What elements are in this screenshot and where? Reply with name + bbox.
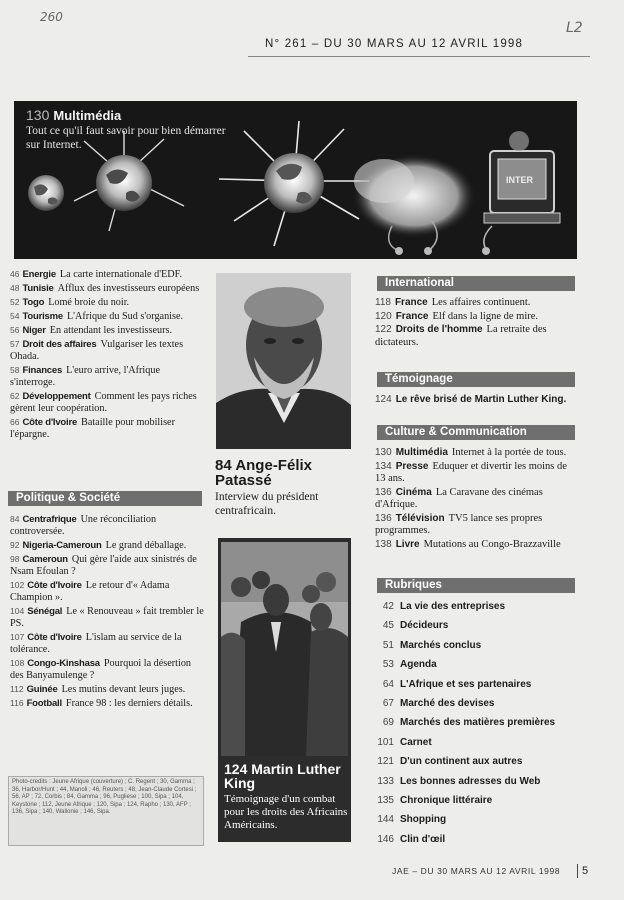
list-item[interactable] — [375, 461, 575, 486]
entry-page: 112 — [10, 684, 24, 694]
issue-line: N° 261 – DU 30 MARS AU 12 AVRIL 1998 — [265, 38, 524, 50]
entry-keyword: France — [395, 310, 429, 322]
list-item[interactable] — [10, 364, 206, 389]
entry-text: L'islam au service de la tolérance. — [10, 632, 182, 655]
list-item[interactable] — [375, 394, 575, 407]
entry-keyword: Presse — [395, 460, 429, 472]
entry-keyword: Clin d'œil — [400, 833, 446, 845]
list-item[interactable] — [372, 659, 577, 678]
entry-keyword: Droits de l'homme — [395, 324, 483, 335]
entry-keyword: Le rêve brisé de Martin Luther King. — [395, 394, 567, 405]
section-header-international: International — [377, 276, 575, 291]
entry-text: Internet à la portée de tous. — [451, 447, 567, 458]
entry-page: 122 — [375, 324, 392, 335]
handwritten-note-right: L2 — [566, 20, 583, 36]
list-item[interactable] — [375, 487, 575, 512]
banner-title-text: Multimédia — [53, 108, 122, 123]
entry-page: 46 — [10, 269, 20, 279]
entry-keyword: Multimédia — [395, 447, 448, 458]
mlk-page: 124 — [224, 761, 248, 777]
entry-keyword: Côte d'Ivoire — [27, 632, 82, 643]
entry-keyword: Congo-Kinshasa — [27, 658, 100, 669]
banner-page-number: 130 — [26, 107, 50, 123]
list-item[interactable] — [375, 513, 575, 538]
list-item[interactable] — [10, 296, 206, 309]
entry-keyword: Marché des devises — [400, 697, 495, 709]
entry-keyword: Livre — [395, 538, 420, 550]
entry-text: Lomé broie du noir. — [48, 297, 130, 308]
entry-keyword: France — [394, 297, 428, 308]
section-header-temoignage: Témoignage — [377, 372, 575, 387]
mlk-name: Martin Luther King — [224, 761, 341, 791]
handwritten-note-left: 260 — [40, 10, 63, 24]
entry-page: 118 — [375, 297, 391, 308]
entry-page: 69 — [382, 717, 394, 729]
list-item[interactable] — [372, 834, 577, 853]
entry-text: Le « Renouveau » fait trembler le PS. — [10, 606, 204, 629]
section-header-rubriques: Rubriques — [377, 578, 575, 593]
list-item[interactable] — [375, 447, 575, 460]
list-item[interactable] — [375, 539, 575, 552]
entry-text: Bataille pour mobiliser l'épargne. — [10, 417, 175, 440]
entry-keyword: Energie — [22, 269, 56, 280]
entry-text: La Caravane des cinémas d'Afrique. — [375, 486, 543, 510]
entry-page: 92 — [10, 540, 20, 550]
page-footer: JAE – DU 30 MARS AU 12 AVRIL 1998 — [392, 866, 561, 876]
entry-page: 101 — [377, 736, 394, 748]
entry-keyword: Togo — [22, 297, 45, 308]
list-item[interactable] — [10, 338, 206, 363]
list-item[interactable] — [375, 311, 575, 324]
entry-page: 107 — [10, 632, 25, 642]
entry-text: L'euro arrive, l'Afrique s'interroge. — [10, 365, 160, 388]
temoignage-entries — [375, 394, 575, 407]
entry-text: Les affaires continuent. — [431, 297, 531, 308]
entry-page: 67 — [382, 697, 394, 709]
entry-keyword: Droit des affaires — [22, 339, 97, 350]
entry-page: 64 — [382, 678, 394, 690]
entry-page: 51 — [382, 639, 394, 651]
photo-credits: Photo-credits : Jeune Afrique (couverture) ; C. Regent ; 30, Gamma ; 36, Harbor/Hunt ; 44, Manoli ; 46, Reuters ; 48, Jean-Claude Cortesi ; 56, AP ; 72, Corbis ; 84, Gamma ; 96, Pugliese ; 100, Sipa ; 104, Keystone ; 112, Jeune Afrique ; 120, Sipa ; 124, Rapho ; 130, AFP ; 136, Sipa ; 140, Wallonie ; 146, Sipa. — [8, 776, 204, 846]
list-item[interactable] — [10, 553, 206, 578]
section-header-politique: Politique & Société — [8, 491, 202, 506]
list-item[interactable] — [375, 324, 575, 349]
entry-page: 48 — [10, 283, 20, 293]
entry-keyword: Carnet — [400, 736, 432, 748]
entry-keyword: Sénégal — [27, 606, 63, 617]
entry-page: 52 — [10, 297, 20, 307]
entry-page: 98 — [10, 554, 20, 564]
patasse-text: Interview du président centrafricain. — [215, 491, 319, 517]
entry-page: 62 — [10, 391, 20, 401]
mlk-headline — [224, 762, 349, 790]
list-item[interactable] — [10, 310, 206, 323]
entry-page: 84 — [10, 514, 20, 524]
issue-rule — [248, 56, 590, 57]
entry-text: TV5 lance ses propres programmes. — [375, 512, 543, 536]
mlk-caption — [224, 762, 349, 832]
entry-keyword: L'Afrique et ses partenaires — [400, 678, 532, 690]
entry-keyword: Les bonnes adresses du Web — [400, 775, 541, 787]
entry-keyword: Cinéma — [395, 486, 432, 498]
entry-keyword: Shopping — [400, 814, 447, 826]
mlk-block[interactable] — [218, 538, 351, 842]
multimedia-banner[interactable] — [14, 101, 577, 259]
list-item[interactable] — [10, 539, 206, 552]
list-item[interactable] — [10, 416, 206, 441]
list-item[interactable] — [372, 640, 577, 659]
list-item[interactable] — [372, 620, 577, 639]
entry-page: 58 — [10, 365, 20, 375]
entry-page: 124 — [375, 394, 392, 405]
entry-page: 104 — [10, 606, 25, 616]
entry-keyword: Centrafrique — [22, 514, 77, 525]
list-item[interactable] — [372, 776, 577, 795]
entry-keyword: Nigeria-Cameroun — [22, 540, 102, 551]
entry-keyword: Chronique littéraire — [400, 794, 493, 806]
entry-text: Pourquoi la désertion des Banyamulenge ? — [10, 658, 192, 681]
entry-page: 138 — [375, 538, 392, 550]
entry-keyword: Développement — [22, 391, 91, 402]
list-item[interactable] — [375, 297, 575, 310]
page-number: 5 — [577, 864, 588, 878]
entry-text: Afflux des investisseurs européens — [57, 283, 200, 294]
list-item[interactable] — [372, 679, 577, 698]
entry-text: Qui gère l'aide aux sinistrés de Nsam Efoulan ? — [10, 554, 197, 577]
left-entries-list — [10, 268, 206, 442]
entry-keyword: Côte d'Ivoire — [22, 417, 78, 428]
list-item[interactable] — [372, 814, 577, 833]
entry-page: 102 — [10, 580, 25, 590]
entry-page: 136 — [375, 486, 392, 498]
entry-page: 56 — [10, 325, 20, 335]
patasse-name: Ange-Félix Patassé — [215, 457, 312, 489]
entry-text: La retraite des dictateurs. — [375, 324, 547, 348]
entry-page: 108 — [10, 658, 25, 668]
entry-keyword: Télévision — [395, 512, 445, 524]
patasse-headline — [215, 458, 355, 488]
entry-page: 121 — [377, 756, 394, 768]
patasse-caption[interactable] — [215, 458, 355, 518]
entry-page: 134 — [375, 460, 392, 472]
list-item[interactable] — [10, 390, 206, 415]
entry-keyword: La vie des entreprises — [400, 601, 506, 612]
entry-page: 120 — [375, 310, 392, 322]
entry-keyword: Marchés des matières premières — [400, 717, 556, 729]
entry-text: Elf dans la ligne de mire. — [432, 310, 539, 322]
list-item[interactable] — [10, 657, 206, 682]
entry-keyword: Football — [26, 698, 62, 709]
entry-text: Eduquer et divertir les moins de 13 ans. — [375, 460, 567, 484]
entry-text: Comment les pays riches gèrent leur coopération. — [10, 391, 197, 414]
list-item[interactable] — [372, 717, 577, 736]
list-item[interactable] — [372, 795, 577, 814]
entry-text: Les mutins devant leurs juges. — [61, 684, 186, 695]
entry-keyword: Niger — [22, 325, 46, 336]
international-entries — [375, 297, 575, 350]
entry-text: La carte internationale d'EDF. — [59, 269, 183, 280]
list-item[interactable] — [372, 756, 577, 775]
entry-page: 144 — [377, 814, 394, 826]
svg-text:INTER: INTER — [506, 175, 533, 185]
entry-keyword: Tourisme — [22, 311, 63, 322]
list-item[interactable] — [372, 601, 577, 620]
patasse-page: 84 — [215, 457, 232, 474]
list-item[interactable] — [10, 605, 206, 630]
list-item[interactable] — [10, 513, 206, 538]
entry-text: Le retour d'« Adama Champion ». — [10, 580, 170, 603]
entry-keyword: Cameroun — [22, 554, 68, 565]
entry-page: 53 — [382, 659, 394, 671]
entry-text: Une réconciliation controversée. — [10, 514, 157, 537]
entry-page: 130 — [375, 447, 392, 458]
banner-subtitle: Tout ce qu'il faut savoir pour bien démarrer sur Internet. — [26, 125, 226, 151]
politique-entries-list — [10, 513, 206, 711]
entry-keyword: Décideurs — [400, 620, 449, 632]
entry-keyword: Côte d'Ivoire — [27, 580, 82, 591]
entry-page: 57 — [10, 339, 20, 349]
list-item[interactable] — [372, 698, 577, 717]
entry-page: 146 — [377, 833, 394, 845]
entry-text: Vulgariser les textes Ohada. — [10, 339, 184, 362]
section-header-culture: Culture & Communication — [377, 425, 575, 440]
mlk-photo — [221, 542, 348, 756]
entry-text: France 98 : les derniers détails. — [65, 698, 193, 709]
entry-text: L'Afrique du Sud s'organise. — [66, 311, 184, 322]
entry-keyword: Tunisie — [22, 283, 54, 294]
banner-title — [26, 107, 121, 123]
entry-text: Le grand déballage. — [105, 540, 187, 551]
entry-page: 135 — [377, 794, 394, 806]
entry-page: 54 — [10, 311, 20, 321]
entry-page: 66 — [10, 417, 20, 427]
mlk-text: Témoignage d'un combat pour les droits des Africains Américains. — [224, 793, 348, 831]
entry-text: Mutations au Congo-Brazzaville — [423, 538, 561, 550]
list-item[interactable] — [10, 268, 206, 281]
list-item[interactable] — [10, 683, 206, 696]
entry-keyword: D'un continent aux autres — [400, 756, 523, 768]
entry-page: 133 — [377, 775, 394, 787]
entry-page: 42 — [382, 601, 394, 612]
culture-entries — [375, 447, 575, 552]
entry-page: 116 — [10, 698, 24, 708]
entry-page: 136 — [375, 512, 392, 524]
list-item[interactable] — [372, 737, 577, 756]
entry-text: En attendant les investisseurs. — [49, 325, 172, 336]
list-item[interactable] — [10, 631, 206, 656]
entry-keyword: Guinée — [26, 684, 58, 695]
list-item[interactable] — [10, 324, 206, 337]
entry-keyword: Agenda — [400, 659, 437, 671]
rubriques-entries — [372, 601, 577, 853]
list-item[interactable] — [10, 697, 206, 710]
entry-keyword: Finances — [22, 365, 63, 376]
entry-page: 45 — [382, 620, 394, 632]
list-item[interactable] — [10, 282, 206, 295]
list-item[interactable] — [10, 579, 206, 604]
patasse-photo — [216, 273, 351, 449]
entry-keyword: Marchés conclus — [400, 639, 482, 651]
